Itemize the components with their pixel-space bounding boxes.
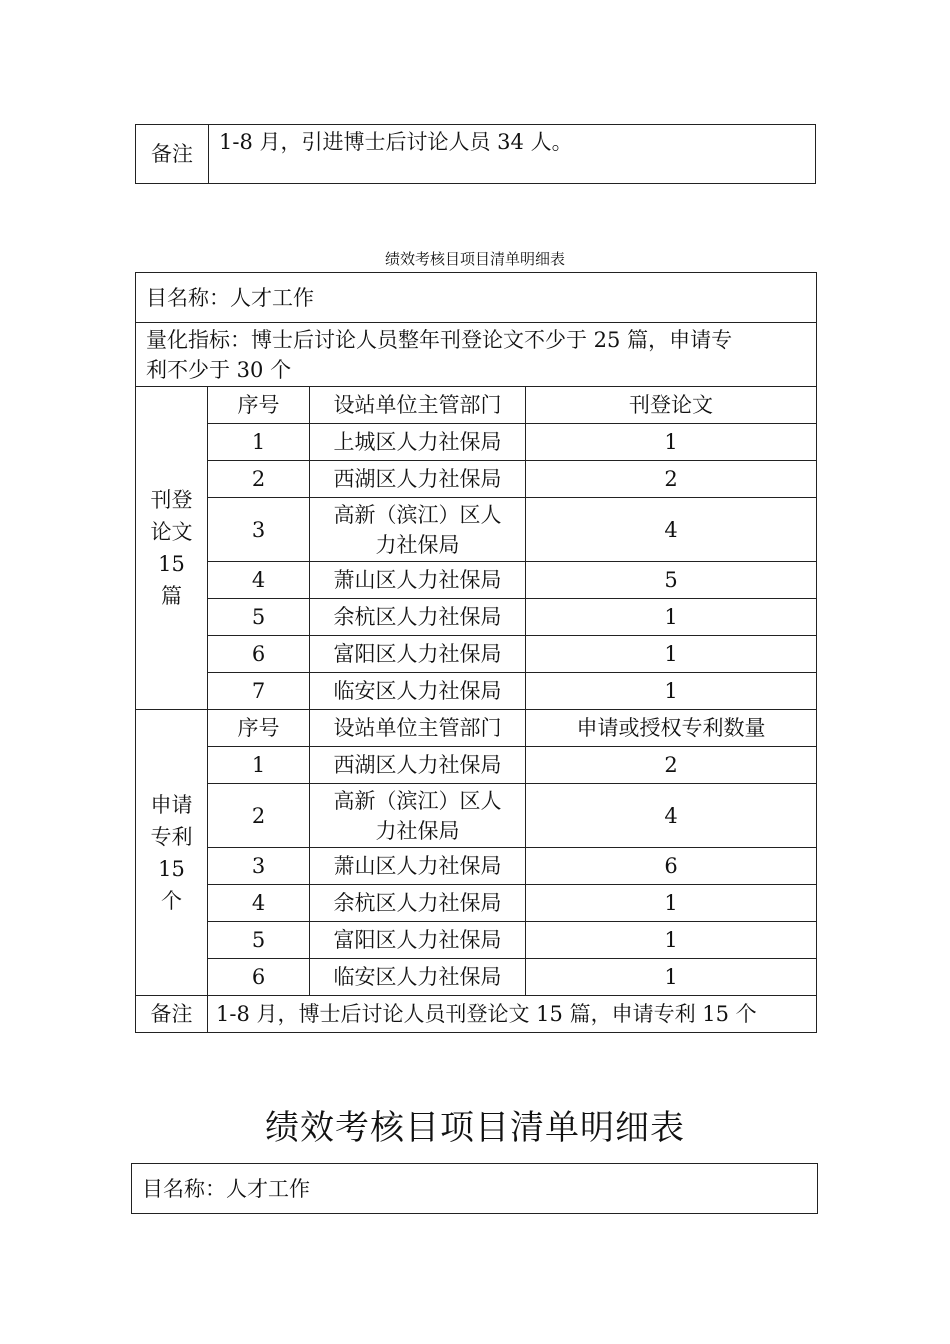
department-name [310, 673, 526, 710]
count-value: 4 [526, 498, 817, 562]
department-line: 富阳区人力社保局 [333, 928, 502, 952]
department-name [310, 848, 526, 885]
row-number: 7 [208, 673, 310, 710]
department-line: 萧山区人力社保局 [333, 568, 502, 592]
column-header-count: 刊登论文 [526, 387, 817, 424]
count-value: 1 [526, 636, 817, 673]
table-row [136, 461, 817, 498]
department-name [310, 959, 526, 996]
count-value: 4 [526, 784, 817, 848]
department-name [310, 636, 526, 673]
column-header-dept: 设站单位主管部门 [310, 710, 526, 747]
count-value: 1 [526, 922, 817, 959]
table-caption: 绩效考核目项目清单明细表 [384, 250, 565, 268]
department-name [310, 747, 526, 784]
row-number: 3 [208, 498, 310, 562]
row-number: 6 [208, 636, 310, 673]
department-name [310, 424, 526, 461]
department-line: 高新（滨江）区人 [333, 502, 502, 527]
department-line: 余杭区人力社保局 [333, 891, 502, 915]
column-header-no: 序号 [208, 387, 310, 424]
department-line: 高新（滨江）区人 [333, 788, 502, 813]
count-value: 1 [526, 673, 817, 710]
department-name [310, 461, 526, 498]
table-row [136, 636, 817, 673]
table-row [136, 125, 816, 184]
column-header-no: 序号 [208, 710, 310, 747]
row-number: 5 [208, 599, 310, 636]
department-name [310, 885, 526, 922]
department-line: 力社保局 [375, 532, 460, 557]
table-row [136, 885, 817, 922]
table-row [136, 922, 817, 959]
patents-side-label [136, 710, 208, 996]
table-row [136, 424, 817, 461]
row-number: 4 [208, 562, 310, 599]
department-name [310, 922, 526, 959]
project-name: 目名称：人才工作 [136, 273, 817, 323]
papers-side-label [136, 387, 208, 710]
row-number: 2 [208, 461, 310, 498]
department-name [310, 599, 526, 636]
remark-table-top [135, 124, 816, 184]
remark-label: 备注 [136, 996, 208, 1033]
count-value: 2 [526, 461, 817, 498]
quant-indicator [136, 323, 817, 387]
page-title: 绩效考核目项目清单明细表 [265, 1108, 685, 1148]
table-row [132, 1164, 818, 1214]
row-number: 2 [208, 784, 310, 848]
side-label-line: 刊登 [150, 488, 193, 512]
count-value: 1 [526, 424, 817, 461]
side-label-line: 15 篇 [158, 552, 185, 608]
count-value: 1 [526, 885, 817, 922]
quant-line-1: 量化指标：博士后讨论人员整年刊登论文不少于 25 篇，申请专 [146, 327, 733, 352]
table-row [136, 959, 817, 996]
table-row [136, 273, 817, 323]
table-row [136, 498, 817, 562]
side-label-line: 15 个 [158, 856, 185, 913]
department-line: 西湖区人力社保局 [333, 467, 502, 491]
count-value: 5 [526, 562, 817, 599]
table-header-row [136, 387, 817, 424]
row-number: 4 [208, 885, 310, 922]
row-number: 3 [208, 848, 310, 885]
row-number: 5 [208, 922, 310, 959]
side-label-line: 论文 [150, 520, 193, 544]
row-number: 1 [208, 424, 310, 461]
table-row [136, 599, 817, 636]
remark-text: 1-8 月，引进博士后讨论人员 34 人。 [209, 125, 816, 184]
row-number: 6 [208, 959, 310, 996]
table-header-row [136, 710, 817, 747]
count-value: 1 [526, 959, 817, 996]
remark-label: 备注 [136, 125, 209, 184]
quant-line-2: 利不少于 30 个 [146, 357, 292, 382]
department-line: 西湖区人力社保局 [333, 753, 502, 777]
department-line: 上城区人力社保局 [333, 430, 502, 454]
detail-table [135, 272, 817, 1033]
table-row [136, 996, 817, 1033]
department-name [310, 562, 526, 599]
count-value: 6 [526, 848, 817, 885]
patents-section [136, 710, 817, 996]
project-name: 目名称：人才工作 [132, 1164, 818, 1214]
department-name [310, 784, 526, 848]
department-line: 临安区人力社保局 [333, 965, 502, 989]
department-line: 富阳区人力社保局 [333, 642, 502, 666]
department-line: 余杭区人力社保局 [333, 605, 502, 629]
department-line: 力社保局 [375, 818, 460, 843]
table-row [136, 562, 817, 599]
papers-section [136, 387, 817, 710]
side-label-line: 专利 [150, 824, 193, 849]
bottom-table [131, 1163, 818, 1214]
side-label-line: 申请 [150, 792, 193, 817]
department-name [310, 498, 526, 562]
department-line: 萧山区人力社保局 [333, 854, 502, 878]
table-row [136, 673, 817, 710]
remark-text: 1-8 月，博士后讨论人员刊登论文 15 篇，申请专利 15 个 [208, 996, 817, 1033]
table-row [136, 747, 817, 784]
department-line: 临安区人力社保局 [333, 679, 502, 703]
column-header-dept: 设站单位主管部门 [310, 387, 526, 424]
column-header-count: 申请或授权专利数量 [526, 710, 817, 747]
count-value: 1 [526, 599, 817, 636]
row-number: 1 [208, 747, 310, 784]
table-row [136, 784, 817, 848]
count-value: 2 [526, 747, 817, 784]
table-row [136, 848, 817, 885]
table-row [136, 323, 817, 387]
